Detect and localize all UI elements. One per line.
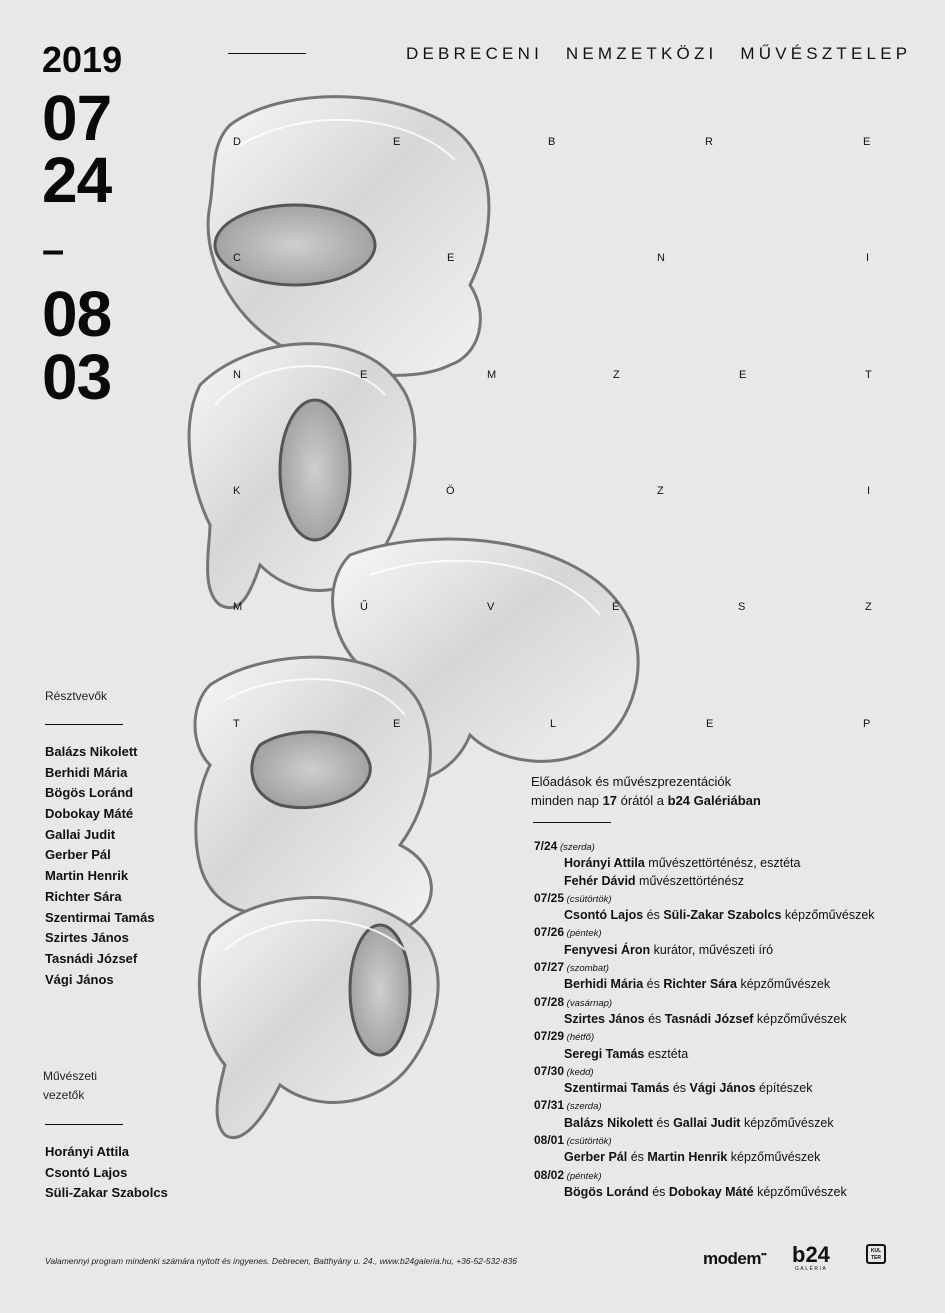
grid-letter: Ö <box>446 485 455 497</box>
grid-letter: N <box>233 369 241 381</box>
director-name: Süli-Zakar Szabolcs <box>45 1185 168 1201</box>
grid-letter: S <box>738 601 746 613</box>
schedule-day <box>534 1097 875 1114</box>
header-title: DEBRECENI NEMZETKÖZI MŰVÉSZTELEP <box>406 44 912 63</box>
speaker-name: Fenyvesi Áron <box>564 942 651 957</box>
b24-logo-subtitle: GALÉRIA <box>795 1266 828 1272</box>
grid-letter: C <box>233 252 241 264</box>
participant-name: Berhidi Mária <box>45 764 128 780</box>
participant-name: Richter Sára <box>45 888 122 904</box>
schedule-entry: Berhidi Mária és Richter Sára képzőművészek <box>564 977 831 992</box>
participants-list <box>45 742 155 990</box>
schedule-weekday: (szerda) <box>564 1101 602 1113</box>
schedule-entry: Seregi Tamás esztéta <box>564 1046 689 1061</box>
speaker-name: Martin Henrik <box>647 1150 728 1165</box>
speaker-name: Tasnádi József <box>664 1011 754 1026</box>
speaker-name: Csontó Lajos <box>564 908 644 923</box>
program-intro <box>531 772 761 810</box>
participant-name: Tasnádi József <box>45 950 138 966</box>
grid-letter: T <box>865 369 872 381</box>
schedule-entry: Horányi Attila művészettörténész, esztéta <box>564 856 801 871</box>
schedule-weekday: (vasárnap) <box>564 997 613 1009</box>
program-schedule <box>534 838 875 1201</box>
schedule-day <box>534 924 875 941</box>
speaker-name: Seregi Tamás <box>564 1046 645 1061</box>
grid-letter: M <box>233 601 243 613</box>
intro-line1: Előadások és művészprezentációk <box>531 774 732 789</box>
schedule-day <box>534 838 875 855</box>
schedule-date: 07/31 <box>534 1098 565 1113</box>
footer-note: Valamennyi program mindenki számára nyitott és ingyenes. Debrecen, Batthyány u. 24., www.b24galeria.hu, +36-52-532-836 <box>45 1256 517 1266</box>
schedule-day <box>534 1063 875 1080</box>
speaker-name: Horányi Attila <box>564 856 645 871</box>
schedule-date: 07/26 <box>534 925 565 940</box>
speaker-name: Süli-Zakar Szabolcs <box>663 908 782 923</box>
schedule-weekday: (kedd) <box>564 1066 594 1078</box>
start-month: 07 <box>42 82 112 154</box>
schedule-weekday: (csütörtök) <box>564 893 612 905</box>
schedule-weekday: (péntek) <box>564 928 602 940</box>
speaker-name: Szentirmai Tamás <box>564 1081 670 1096</box>
participant-name: Balázs Nikolett <box>45 744 138 759</box>
participants-label: Résztvevők <box>45 689 108 703</box>
schedule-weekday: (hétfő) <box>564 1032 595 1044</box>
grid-letter: E <box>739 369 747 381</box>
directors-list <box>45 1142 168 1204</box>
grid-letter: D <box>233 136 241 148</box>
speaker-name: Berhidi Mária <box>564 977 644 992</box>
schedule-date: 07/30 <box>534 1063 565 1078</box>
schedule-day <box>534 959 875 976</box>
grid-letter: Z <box>865 601 872 613</box>
grid-letter: Z <box>657 485 664 497</box>
directors-label-line1: Művészeti <box>43 1069 98 1083</box>
end-day: 03 <box>42 341 112 413</box>
date-separator: – <box>42 228 65 272</box>
grid-letter: E <box>393 136 401 148</box>
end-month: 08 <box>42 278 112 350</box>
schedule-weekday: (péntek) <box>564 1170 602 1182</box>
directors-label-line2: vezetők <box>43 1088 85 1102</box>
grid-letter: E <box>863 136 871 148</box>
grid-letter: P <box>863 718 871 730</box>
grid-letter: I <box>866 252 870 264</box>
schedule-day <box>534 890 875 907</box>
schedule-weekday: (szerda) <box>557 842 595 853</box>
schedule-entry: Gerber Pál és Martin Henrik képzőművészek <box>564 1150 821 1165</box>
grid-letter: M <box>487 369 497 381</box>
participants-rule <box>45 724 123 725</box>
director-name: Horányi Attila <box>45 1144 130 1159</box>
grid-letter: Z <box>613 369 620 381</box>
schedule-date: 08/02 <box>534 1167 565 1182</box>
year: 2019 <box>42 39 123 80</box>
speaker-name: Vági János <box>689 1081 756 1096</box>
directors-rule <box>45 1124 123 1125</box>
schedule-date: 07/29 <box>534 1029 565 1044</box>
grid-letter: L <box>550 718 557 730</box>
kulter-logo: KUL TER <box>866 1244 886 1264</box>
speaker-name: Szirtes János <box>564 1011 645 1026</box>
participant-name: Bögös Loránd <box>45 785 134 801</box>
schedule-weekday: (csütörtök) <box>564 1136 612 1148</box>
schedule-date: 07/28 <box>534 994 565 1009</box>
schedule-date: 7/24 <box>534 839 558 853</box>
schedule-day <box>534 1028 875 1045</box>
participant-name: Martin Henrik <box>45 868 129 884</box>
grid-letter: Ű <box>360 601 368 613</box>
participant-name: Szirtes János <box>45 930 129 946</box>
schedule-entry: Fehér Dávid művészettörténész <box>564 873 744 888</box>
schedule-entry: Szentirmai Tamás és Vági János építészek <box>564 1081 813 1096</box>
grid-letter: R <box>705 136 713 148</box>
b24-logo: b24 <box>792 1242 830 1267</box>
schedule-date: 08/01 <box>534 1133 565 1148</box>
grid-letter: K <box>233 485 241 497</box>
participant-name: Gallai Judit <box>45 826 116 842</box>
schedule-weekday: (szombat) <box>564 963 609 975</box>
schedule-entry: Balázs Nikolett és Gallai Judit képzőművészek <box>564 1115 834 1130</box>
grid-letter: B <box>548 136 556 148</box>
speaker-name: Richter Sára <box>663 977 737 992</box>
grid-letter: E <box>360 369 368 381</box>
grid-letter: V <box>487 601 495 613</box>
participant-name: Dobokay Máté <box>45 806 134 822</box>
grid-letter: E <box>447 252 455 264</box>
schedule-entry: Fenyvesi Áron kurátor, művészeti író <box>564 942 774 957</box>
speaker-name: Balázs Nikolett <box>564 1115 653 1130</box>
schedule-day <box>534 1167 875 1184</box>
schedule-date: 07/27 <box>534 960 565 975</box>
grid-letter: N <box>657 252 665 264</box>
start-day: 24 <box>42 144 112 216</box>
participant-name: Gerber Pál <box>45 847 111 863</box>
program-rule <box>533 822 611 823</box>
modem-logo: modem▪▪ <box>703 1249 767 1268</box>
schedule-date: 07/25 <box>534 890 565 905</box>
grid-letter: I <box>867 485 871 497</box>
grid-letter: E <box>706 718 714 730</box>
schedule-day <box>534 1132 875 1149</box>
schedule-day <box>534 994 875 1011</box>
speaker-name: Fehér Dávid <box>564 873 636 888</box>
speaker-name: Gallai Judit <box>673 1115 741 1130</box>
grid-letter: T <box>233 718 240 730</box>
schedule-entry: Csontó Lajos és Süli-Zakar Szabolcs képzőművészek <box>564 908 875 923</box>
intro-line2: minden nap 17 órától a b24 Galériában <box>531 793 761 808</box>
participant-name: Vági János <box>45 971 114 987</box>
grid-letter: E <box>393 718 401 730</box>
speaker-name: Gerber Pál <box>564 1150 628 1165</box>
grid-letter: É <box>612 601 620 613</box>
schedule-entry: Bögös Loránd és Dobokay Máté képzőművészek <box>564 1184 847 1199</box>
speaker-name: Bögös Loránd <box>564 1184 649 1199</box>
schedule-entry: Szirtes János és Tasnádi József képzőművészek <box>564 1011 847 1026</box>
speaker-name: Dobokay Máté <box>668 1184 754 1199</box>
director-name: Csontó Lajos <box>45 1164 128 1180</box>
participant-name: Szentirmai Tamás <box>45 909 155 925</box>
